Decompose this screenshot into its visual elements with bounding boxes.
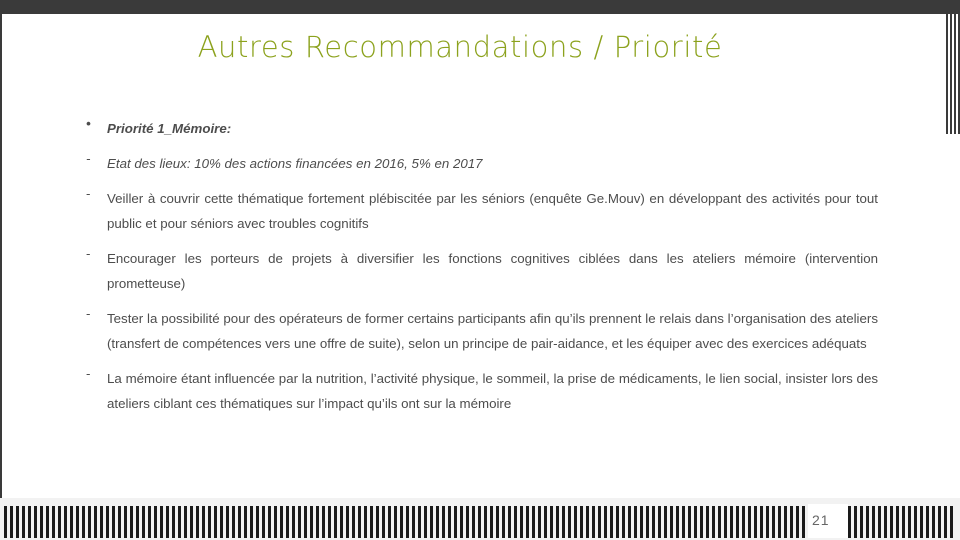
slide-content	[86, 116, 878, 416]
footer-stripes-left	[4, 506, 834, 538]
bullet-text: Encourager les porteurs de projets à diversifier les fonctions cognitives ciblées dans les ateliers mémoire (intervention prometteuse)	[107, 251, 878, 291]
bullet-marker: •	[86, 116, 91, 131]
bullet-veiller	[86, 186, 878, 236]
right-decorative-stripes	[946, 14, 960, 134]
dash-marker: -	[86, 306, 91, 321]
top-border-bar	[0, 0, 960, 14]
slide-title: Autres Recommandations / Priorité	[197, 30, 723, 64]
bullet-etat-des-lieux	[86, 151, 878, 176]
bullet-text: La mémoire étant influencée par la nutrition, l’activité physique, le sommeil, la prise de médicaments, le lien social, insister lors des ateliers ciblant ces thématiques sur l’impact qu’ils ont sur la mémoire	[107, 371, 878, 411]
dash-marker: -	[86, 366, 91, 381]
bullet-memoire	[86, 366, 878, 416]
page-number: 21	[812, 512, 830, 528]
bullet-text: Etat des lieux: 10% des actions financées en 2016, 5% en 2017	[107, 156, 483, 171]
bullet-text: Priorité 1_Mémoire:	[107, 121, 232, 136]
bullet-text: Veiller à couvrir cette thématique fortement plébiscitée par les séniors (enquête Ge.Mouv) en développant des activités pour tout public et pour séniors avec troubles cognitifs	[107, 191, 878, 231]
bullet-encourager	[86, 246, 878, 296]
dash-marker: -	[86, 186, 91, 201]
bullet-tester	[86, 306, 878, 356]
dash-marker: -	[86, 151, 91, 166]
footer-stripes-right	[848, 506, 956, 538]
bullet-priority-heading	[86, 116, 878, 141]
left-border-line	[0, 14, 2, 498]
dash-marker: -	[86, 246, 91, 261]
bullet-text: Tester la possibilité pour des opérateurs de former certains participants afin qu’ils prennent le relais dans l’organisation des ateliers (transfert de compétences vers une offre de suite), selon un principe de pair-aidance, et les équiper avec des exercices adéquats	[107, 311, 878, 351]
